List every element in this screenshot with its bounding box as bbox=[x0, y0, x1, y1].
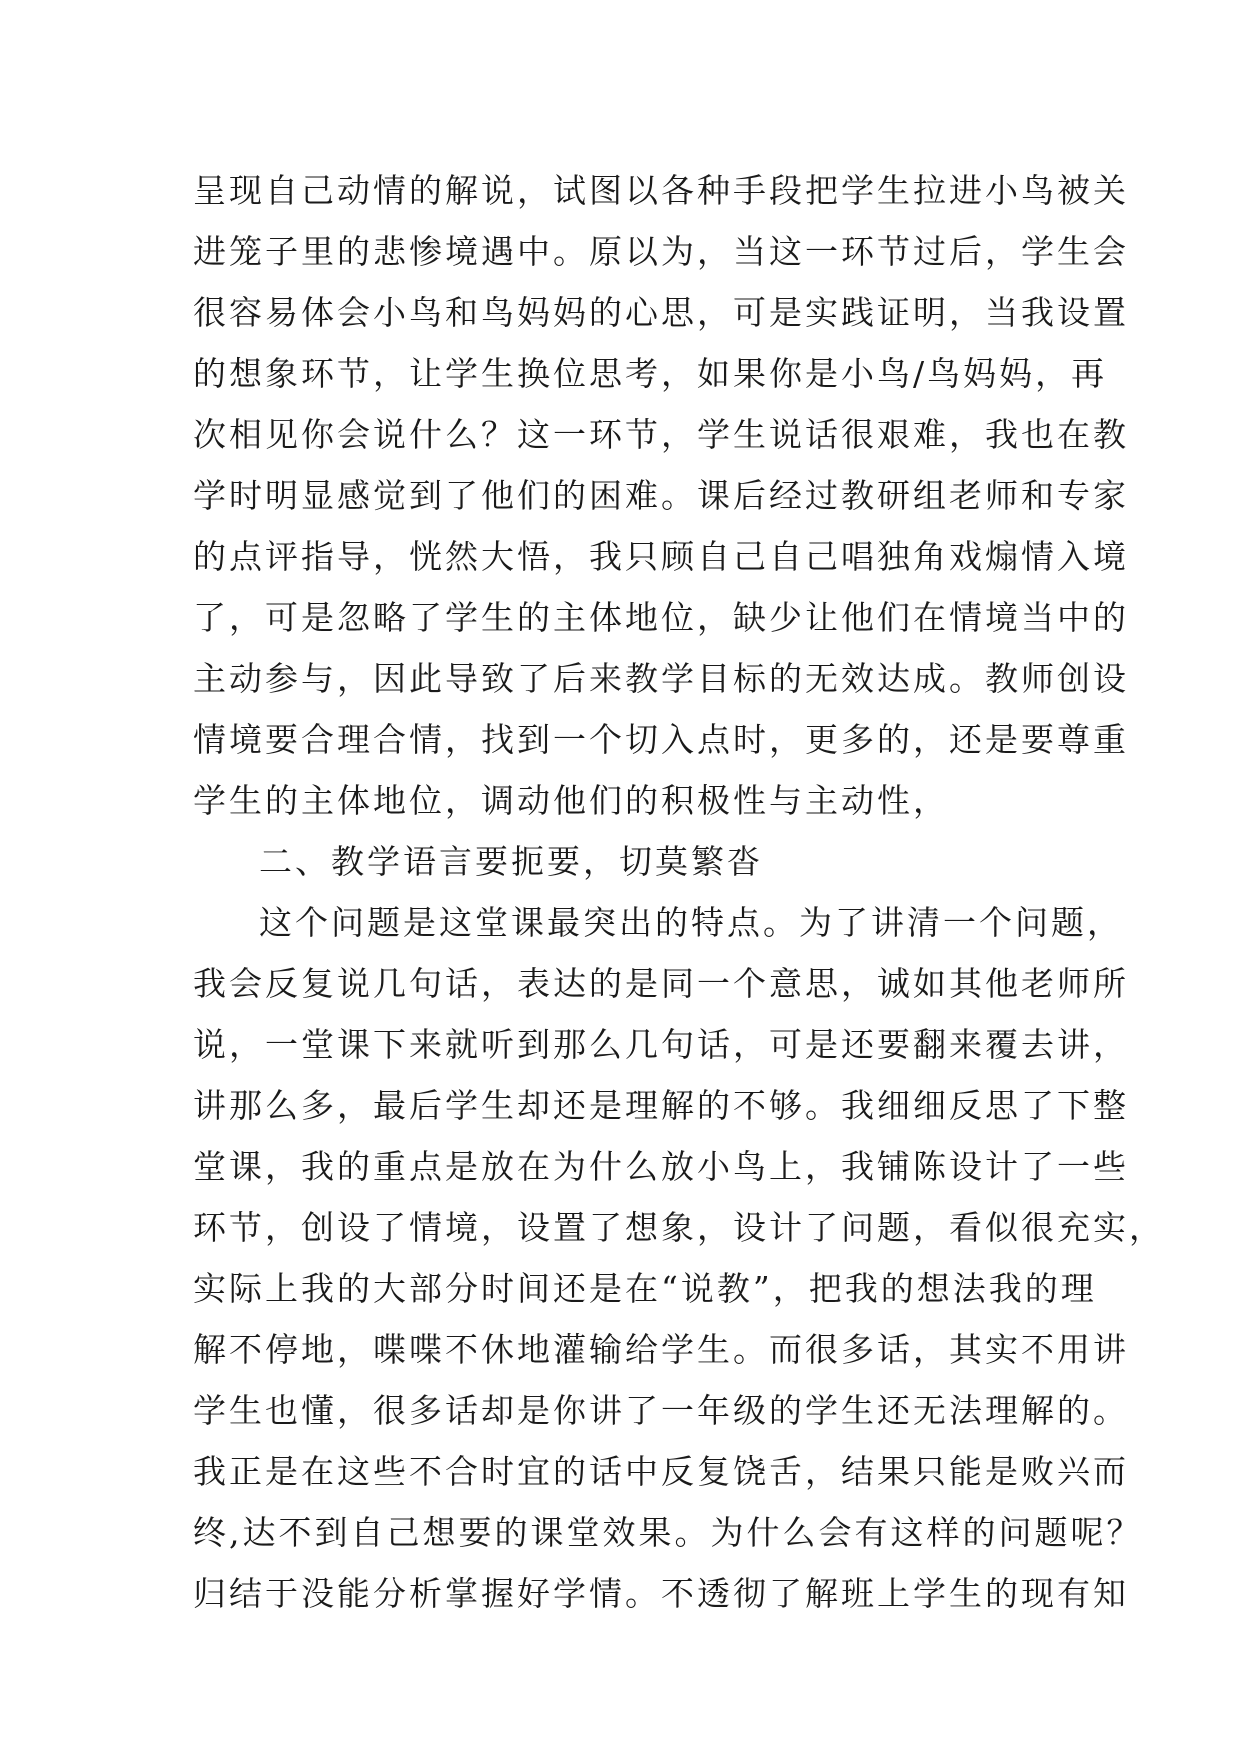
text-line: 的想象环节，让学生换位思考，如果你是小鸟/鸟妈妈，再 bbox=[193, 354, 1108, 393]
text-line: 讲那么多，最后学生却还是理解的不够。我细细反思了下整 bbox=[193, 1086, 1129, 1125]
text-line: 实际上我的大部分时间还是在“说教”，把我的想法我的理 bbox=[193, 1269, 1097, 1308]
section-heading: 二、教学语言要扼要，切莫繁沓 bbox=[259, 842, 763, 881]
text-line: 解不停地，喋喋不休地灌输给学生。而很多话，其实不用讲 bbox=[193, 1330, 1129, 1369]
text-line: 次相见你会说什么？这一环节，学生说话很艰难，我也在教 bbox=[193, 415, 1129, 454]
text-line: 进笼子里的悲惨境遇中。原以为，当这一环节过后，学生会 bbox=[193, 232, 1129, 271]
body-text bbox=[193, 160, 1165, 1624]
text-line: 学时明显感觉到了他们的困难。课后经过教研组老师和专家 bbox=[193, 476, 1129, 515]
text-line: 我正是在这些不合时宜的话中反复饶舌，结果只能是败兴而 bbox=[193, 1452, 1129, 1491]
text-line: 学生也懂，很多话却是你讲了一年级的学生还无法理解的。 bbox=[193, 1391, 1129, 1430]
text-line: 终,达不到自己想要的课堂效果。为什么会有这样的问题呢？ bbox=[193, 1513, 1143, 1552]
text-line: 很容易体会小鸟和鸟妈妈的心思，可是实践证明，当我设置 bbox=[193, 293, 1129, 332]
text-line: 呈现自己动情的解说，试图以各种手段把学生拉进小鸟被关 bbox=[193, 171, 1129, 210]
text-line: 说，一堂课下来就听到那么几句话，可是还要翻来覆去讲， bbox=[193, 1025, 1129, 1064]
paragraph-first-line: 这个问题是这堂课最突出的特点。为了讲清一个问题， bbox=[259, 903, 1123, 942]
text-line: 我会反复说几句话，表达的是同一个意思，诚如其他老师所 bbox=[193, 964, 1129, 1003]
text-line: 情境要合理合情，找到一个切入点时，更多的，还是要尊重 bbox=[193, 720, 1129, 759]
text-line: 了，可是忽略了学生的主体地位，缺少让他们在情境当中的 bbox=[193, 598, 1129, 637]
text-line: 主动参与，因此导致了后来教学目标的无效达成。教师创设 bbox=[193, 659, 1129, 698]
text-line: 的点评指导，恍然大悟，我只顾自己自己唱独角戏煽情入境 bbox=[193, 537, 1129, 576]
text-line: 环节，创设了情境，设置了想象，设计了问题，看似很充实， bbox=[193, 1208, 1165, 1247]
text-line: 归结于没能分析掌握好学情。不透彻了解班上学生的现有知 bbox=[193, 1574, 1129, 1613]
text-line: 堂课，我的重点是放在为什么放小鸟上，我铺陈设计了一些 bbox=[193, 1147, 1129, 1186]
text-line: 学生的主体地位，调动他们的积极性与主动性， bbox=[193, 781, 949, 820]
